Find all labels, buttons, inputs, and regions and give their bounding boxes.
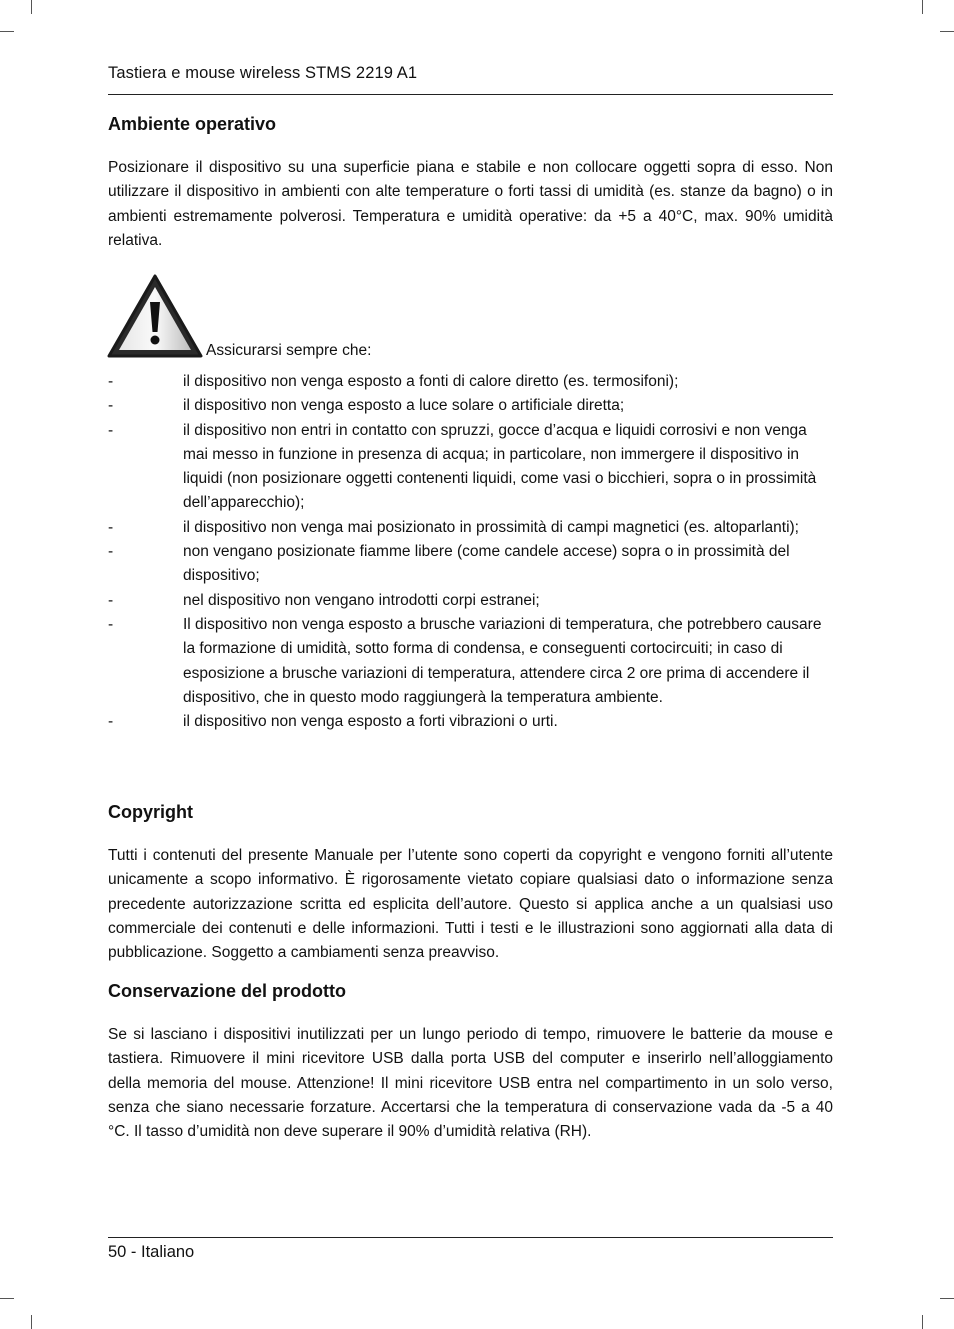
list-item xyxy=(108,589,833,613)
crop-mark xyxy=(922,0,923,14)
list-item xyxy=(108,540,833,589)
bullet-dash: - xyxy=(108,421,114,439)
heading-operating-environment: Ambiente operativo xyxy=(108,114,277,134)
warning-lead-text: Assicurarsi sempre che: xyxy=(206,342,372,359)
crop-mark xyxy=(31,0,32,14)
list-item xyxy=(108,394,833,418)
list-item xyxy=(108,613,833,710)
list-item xyxy=(108,710,833,734)
crop-mark xyxy=(0,1298,14,1299)
crop-mark xyxy=(0,31,14,32)
bullet-dash: - xyxy=(108,397,114,415)
heading-copyright: Copyright xyxy=(108,802,193,822)
bullet-dash: - xyxy=(108,615,114,633)
bullet-dash: - xyxy=(108,543,114,561)
list-item xyxy=(108,516,833,540)
page-header-title: Tastiera e mouse wireless STMS 2219 A1 xyxy=(108,64,418,82)
bullet-text: nel dispositivo non vengano introdotti corpi estranei; xyxy=(183,591,540,609)
bullet-dash: - xyxy=(108,591,114,609)
paragraph-copyright: Tutti i contenuti del presente Manuale per l’utente sono coperti da copyright e vengono forniti all’utente unicamente a scopo informativo. È rigorosamente vietato copiare qualsiasi dato o informazione senza precedente autorizzazione scritta ed esplicita dell’autore. Questo si applica anche a un qualsiasi uso commerciale dei contenuti e delle informazioni. Tutti i testi e le illustrazioni sono aggiornati alla data di pubblicazione. Soggetto a cambiamenti senza preavviso. xyxy=(108,847,833,962)
warning-bullet-list xyxy=(108,370,833,734)
bullet-dash: - xyxy=(108,518,114,536)
bullet-text: il dispositivo non entri in contatto con spruzzi, gocce d’acqua e liquidi corrosivi e non venga mai messo in funzione in presenza di acqua; in particolare, non immergere il dispositivo in liquidi (non posizionare oggetti contenenti liquidi, come vasi o bicchieri, sopra o in prossimità dell’apparecchio); xyxy=(183,421,817,512)
bullet-dash: - xyxy=(108,713,114,731)
paragraph-product-storage: Se si lasciano i dispositivi inutilizzati per un lungo periodo di tempo, rimuovere le batterie da mouse e tastiera. Rimuovere il mini ricevitore USB dalla porta USB del computer e inserirlo nell’alloggiamento della memoria del mouse. Attenzione! Il mini ricevitore USB entra nel compartimento in un solo verso, senza che siano necessarie forzature. Accertarsi che la temperatura di conservazione vada da -5 a 40 °C. Il tasso d’umidità non deve superare il 90% d’umidità relativa (RH). xyxy=(108,1026,833,1141)
paragraph-operating-environment: Posizionare il dispositivo su una superficie piana e stabile e non collocare oggetti sopra di esso. Non utilizzare il dispositivo in ambienti con alte temperature o forti tassi di umidità (es. stanze da bagno) o in ambienti estremamente polverosi. Temperatura e umidità operative: da +5 a 40°C, max. 90% umidità relativa. xyxy=(108,159,833,249)
heading-product-storage: Conservazione del prodotto xyxy=(108,981,347,1001)
warning-triangle-icon xyxy=(107,274,203,360)
list-item xyxy=(108,370,833,394)
list-item xyxy=(108,419,833,516)
page-footer: 50 - Italiano xyxy=(108,1243,195,1261)
crop-mark xyxy=(940,31,954,32)
bullet-text: il dispositivo non venga esposto a fonti di calore diretto (es. termosifoni); xyxy=(183,373,679,390)
footer-rule xyxy=(108,1237,833,1238)
bullet-text: il dispositivo non venga esposto a forti vibrazioni o urti. xyxy=(183,713,558,731)
bullet-text: Il dispositivo non venga esposto a brusche variazioni di temperatura, che potrebbero causare la formazione di umidità, sotto forma di condensa, e conseguenti cortocircuiti; in caso di esposizione a brusche variazioni di temperatura, attendere circa 2 ore prima di accendere il dispositivo, che in questo modo raggiungerà la temperatura ambiente. xyxy=(183,615,822,706)
bullet-text: il dispositivo non venga esposto a luce solare o artificiale diretta; xyxy=(183,397,625,415)
bullet-dash: - xyxy=(108,373,114,390)
crop-mark xyxy=(31,1315,32,1329)
header-rule xyxy=(108,94,833,95)
bullet-text: non vengano posizionate fiamme libere (come candele accese) sopra o in prossimità del dispositivo; xyxy=(183,543,790,585)
crop-mark xyxy=(940,1298,954,1299)
bullet-text: il dispositivo non venga mai posizionato in prossimità di campi magnetici (es. altoparlanti); xyxy=(183,518,799,536)
crop-mark xyxy=(922,1315,923,1329)
